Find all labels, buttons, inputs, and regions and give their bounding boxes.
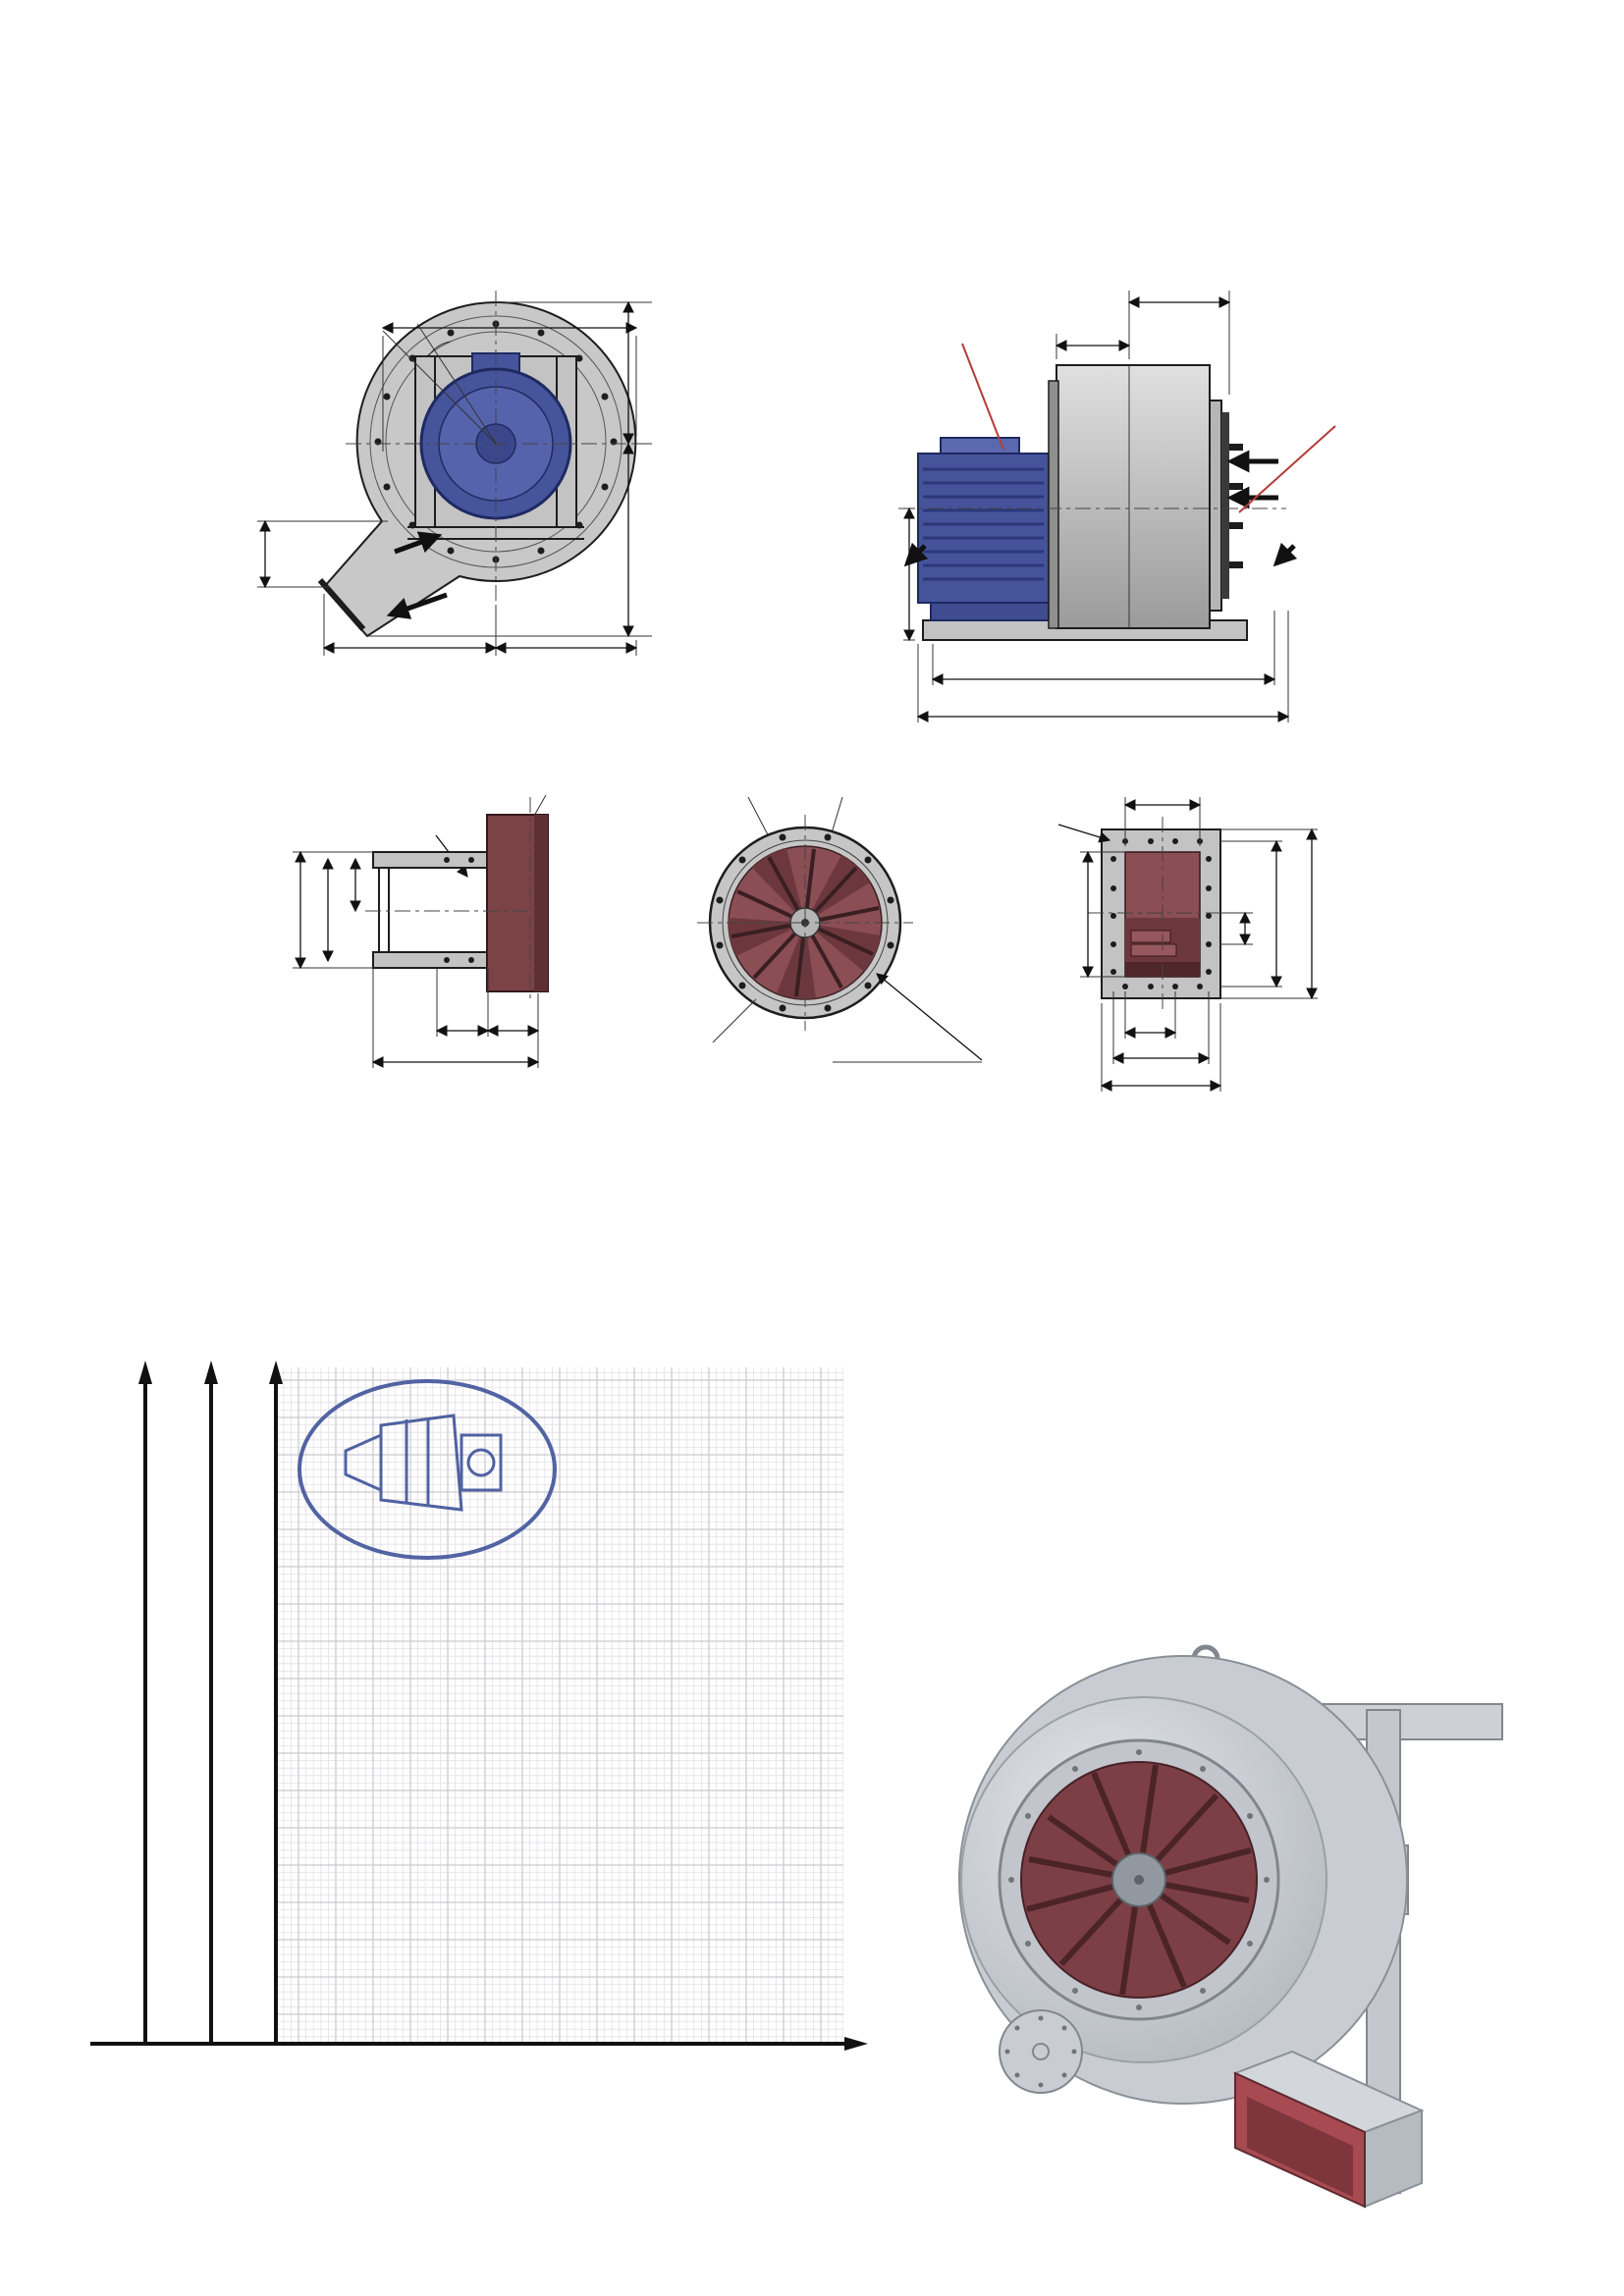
axis-arrow-icon — [204, 1361, 218, 1384]
view-v-drawing — [697, 797, 982, 1062]
access-hatch — [1000, 2010, 1082, 2093]
view-b-drawing — [1058, 797, 1318, 1092]
chart-legend — [879, 1372, 1605, 1381]
technical-drawings — [0, 177, 1624, 1139]
side-view-drawing — [898, 291, 1335, 722]
casing-side — [1056, 365, 1210, 628]
section-a-arrow — [1276, 546, 1294, 563]
aerodynamic-chart — [0, 1306, 884, 2140]
page-header — [0, 41, 1119, 49]
axis-arrow-icon — [138, 1361, 152, 1384]
fan-3d-render — [864, 1590, 1624, 2218]
front-view-drawing — [257, 291, 652, 656]
note-guide-vane-not-included — [1239, 426, 1335, 512]
chart-grid — [276, 1367, 843, 2044]
section-aa-drawing — [293, 795, 548, 1068]
aero-heading — [0, 1215, 1624, 1219]
inlet-flange — [1210, 400, 1221, 611]
note-motor-not-included — [962, 344, 1003, 450]
